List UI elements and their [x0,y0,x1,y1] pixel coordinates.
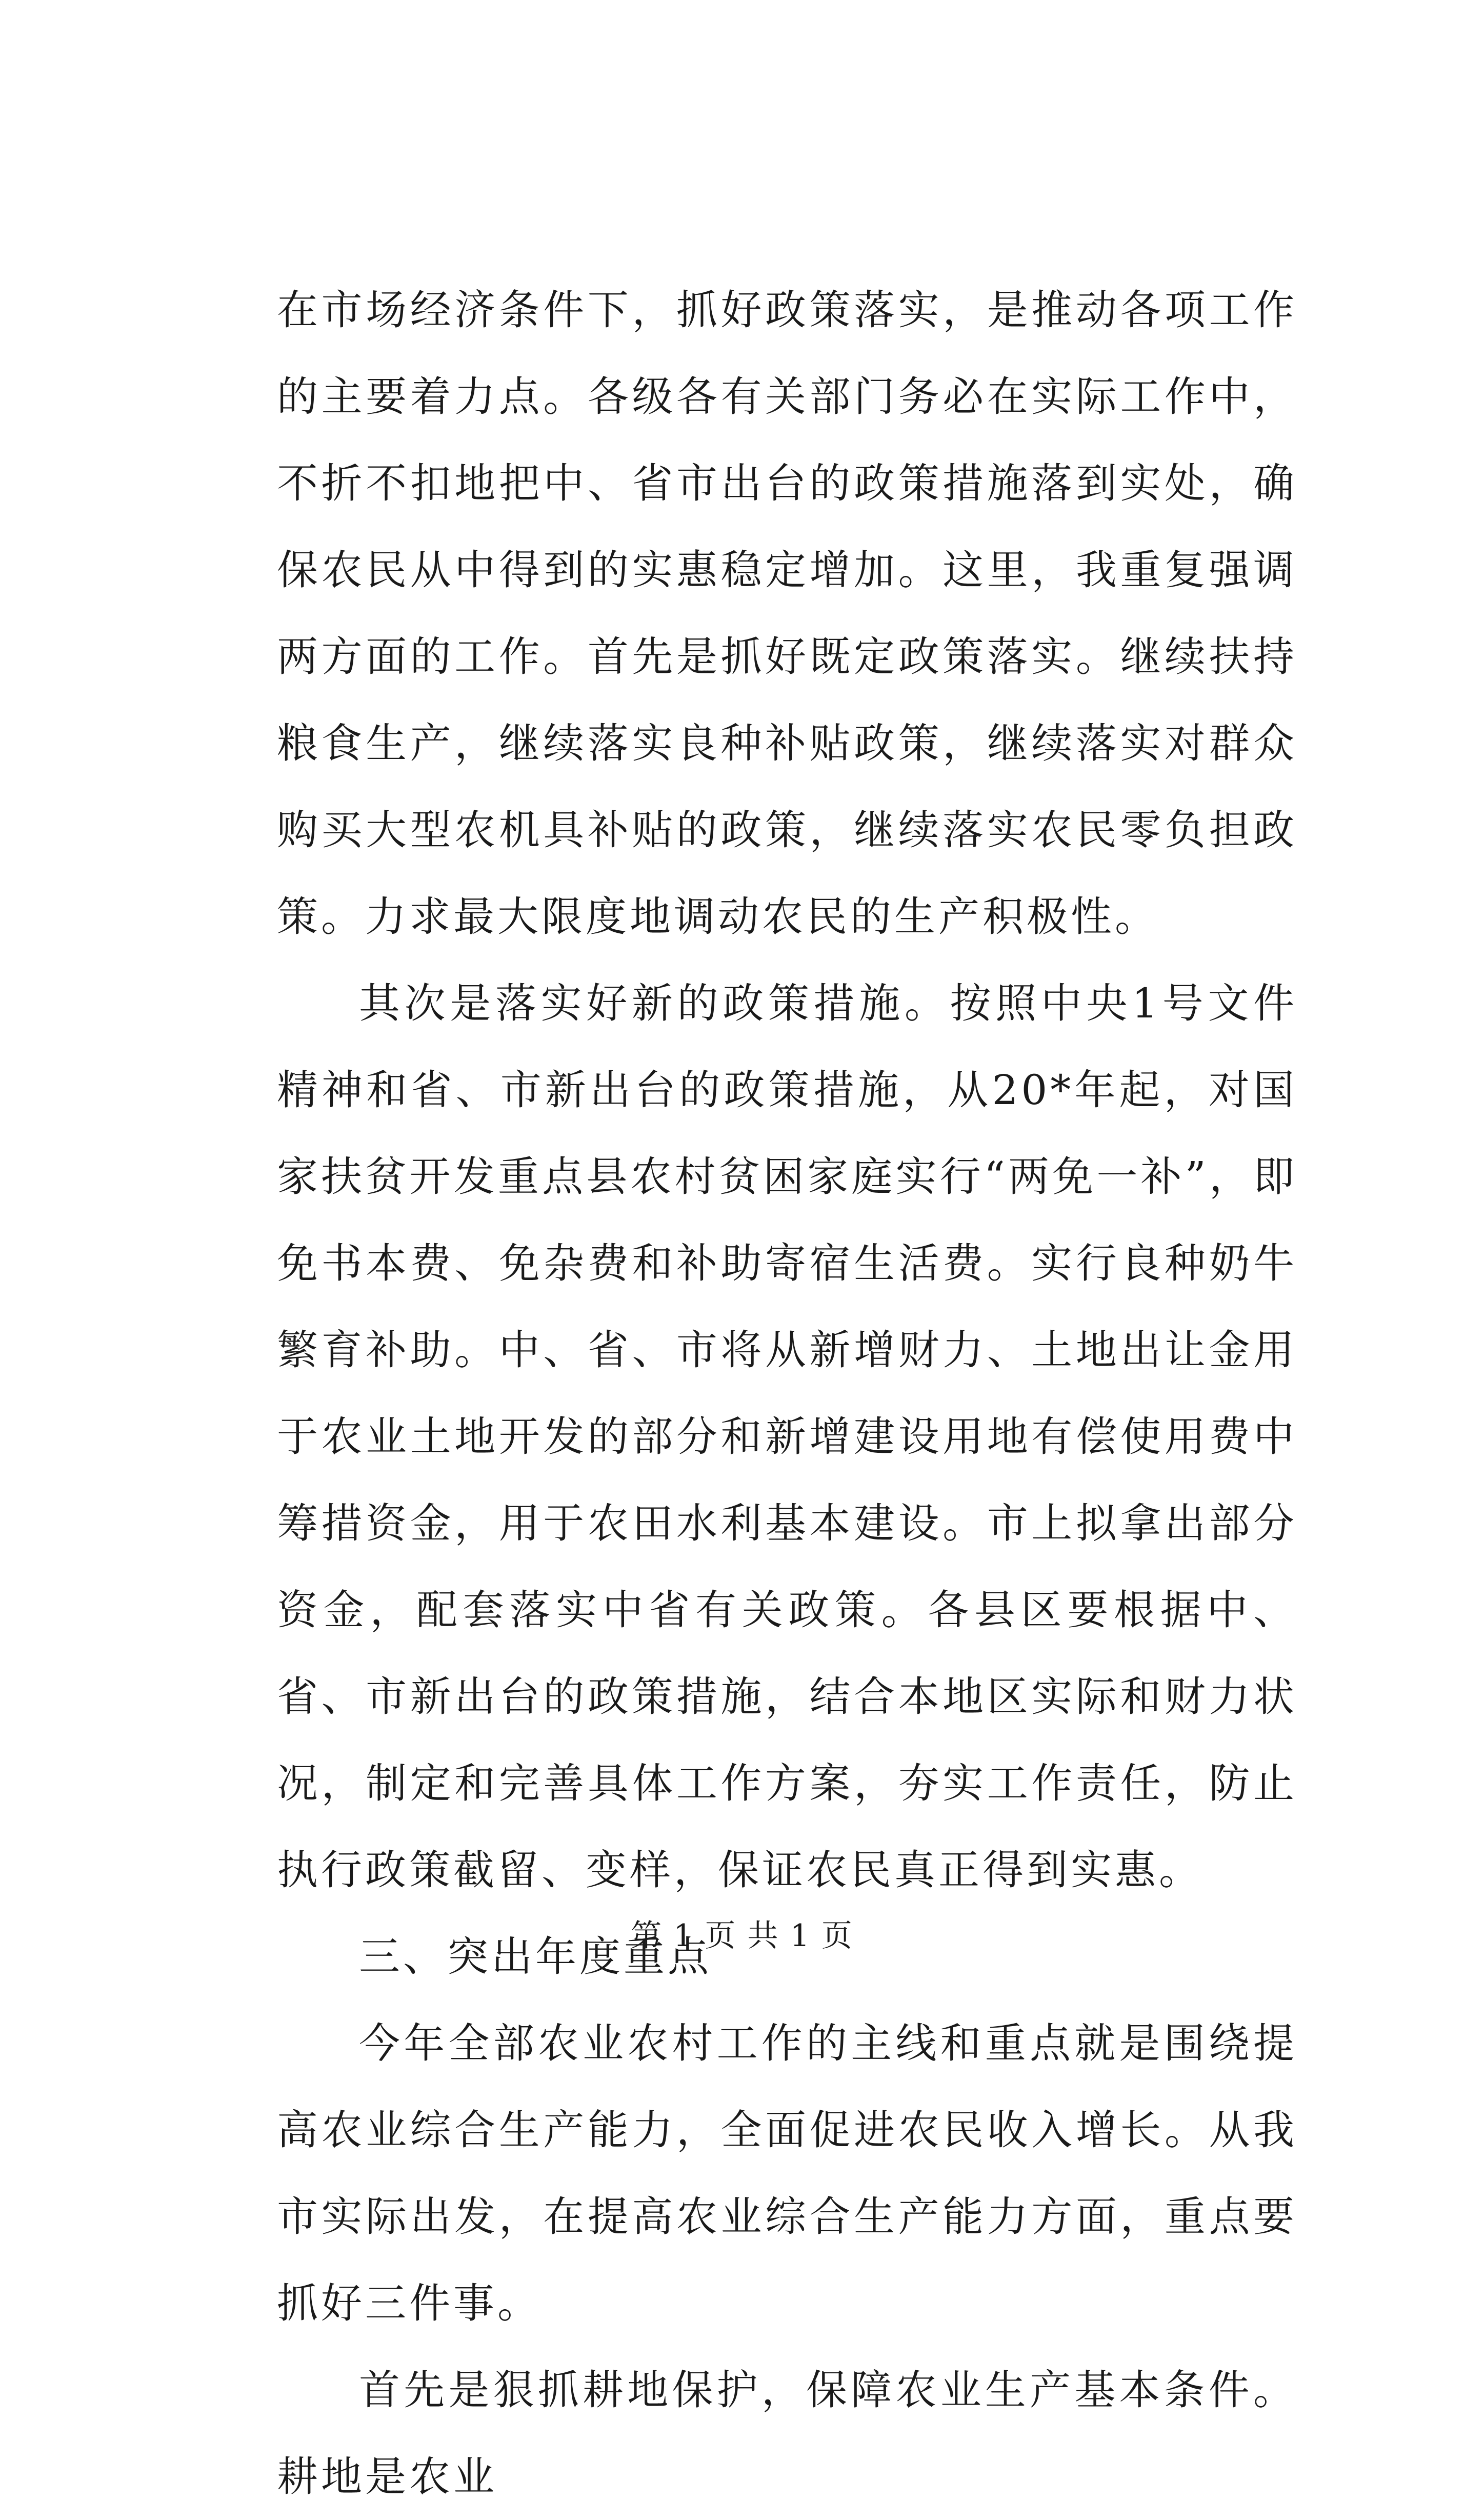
section-heading: 三、突出年度重点 [359,1933,712,1981]
paragraph-4: 首先是狠抓耕地保护，保障农业生产基本条件。耕地是农业 [277,2366,1297,2501]
page-footer: 第 1 页 共 1 页 [631,1918,853,1954]
document-body [277,267,1297,2520]
paragraph-1: 在市场经济条件下，抓好政策落实，是推动各项工作的主要着力点。各级各有关部门务必在实际工作中，不折不扣地把中、省市出台的政策措施落到实处，确保农民从中得到的实惠稳定增加。这里，我重复强调两方面的工作。首先是抓好既定政策落实。继续扶持粮食生产，继续落实良种补贴政策，继续落实对群众购买大型农机具补贴的政策，继续落实农民零负担政策。力求最大限度地调动农民的生产积极性。 [277,286,1297,941]
paragraph-3: 今年全部农业农村工作的主线和重点就是围绕提高农业综合生产能力，全面促进农民收入增长。从我市实际出发，在提高农业综合生产能力方面，重点要抓好三件事。 [277,2019,1297,2327]
paragraph-2: 其次是落实好新的政策措施。按照中央1号文件精神和省、市新出台的政策措施，从20*年起，对国家扶贫开发重点县农村贫困家庭实行“两免一补”，即免书本费、免杂费和补助寄宿生活费。实行良种奶牛繁育补助。中、省、市将从新增财力、土地出让金用于农业土地开发的部分和新增建设用地有偿使用费中筹措资金，用于农田水利基本建设。市上拟拿出部分资金，配套落实中省有关政策。各县区要根据中、省、市新出台的政策措施，结合本地区实际和财力状况，制定和完善具体工作方案，夯实工作责任，防止执行政策截留、变样，保证农民真正得到实惠。 [277,979,1297,1894]
